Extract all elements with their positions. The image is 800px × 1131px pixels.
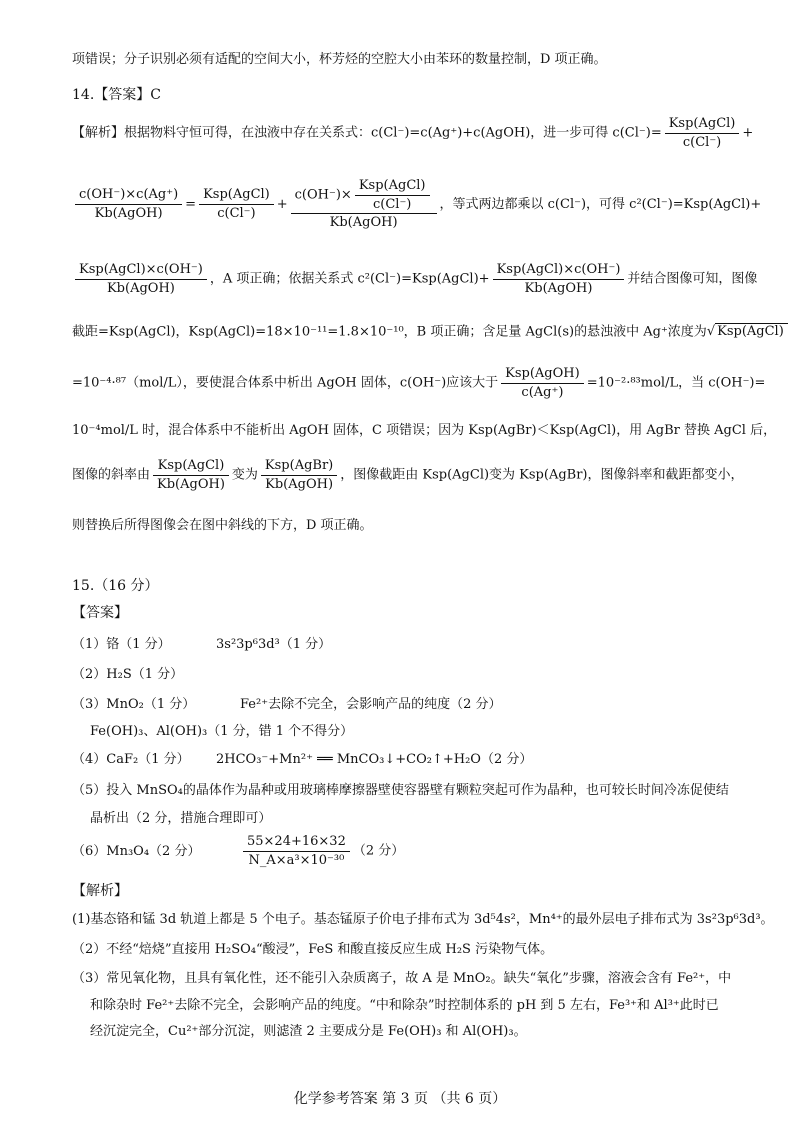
denominator: Kb(AgOH): [94, 205, 163, 221]
fraction-inner: [355, 178, 430, 212]
fraction-ksp-agcl-over-ccl: [665, 116, 740, 150]
square-root: [707, 324, 788, 340]
denominator: Kb(AgOH): [265, 476, 334, 492]
density-formula: [240, 834, 404, 868]
q14-answer: 14.【答案】C: [72, 87, 161, 103]
fraction-ksp-oh-over-kb: [75, 262, 207, 296]
fraction-ksp-agoh-over-cag: [501, 366, 584, 400]
q15-analysis-3-line-2: 和除杂时 Fe²⁺去除不完全，会影响产品的纯度。“中和除杂”时控制体系的 pH 到 5 左右，Fe³⁺和 Al³⁺此时已: [90, 998, 719, 1013]
text: =10⁻⁴·⁸⁷（mol/L），要使混合体系中析出 AgOH 固体，c(OH⁻)应该大于: [72, 375, 499, 391]
denominator: N_A×a³×10⁻³⁰: [248, 852, 345, 868]
denominator: Kb(AgOH): [157, 476, 225, 492]
text: 并结合图像可知，图像: [627, 271, 758, 287]
fraction-oh-ag-over-kb: [75, 187, 182, 221]
denominator: Kb(AgOH): [106, 280, 175, 296]
text: 【解析】根据物料守恒可得，在浊液中存在关系式：c(Cl⁻)=c(Ag⁺)+c(AgOH)，进一步可得 c(Cl⁻)=: [72, 125, 662, 141]
score: （2 分）: [352, 843, 405, 859]
denominator: c(Cl⁻): [217, 205, 256, 221]
equals-sign: =: [185, 196, 197, 212]
numerator: 55×24+16×32: [243, 834, 350, 852]
text-line: 项错误；分子识别必须有适配的空间大小，杯芳烃的空腔大小由苯环的数量控制，D 项正确。: [72, 52, 607, 67]
denominator: Kb(AgOH): [524, 280, 593, 296]
text: （1）铬（1 分）: [72, 637, 171, 652]
q14-analysis-line-7: [72, 458, 760, 492]
q15-answer-4: [72, 752, 760, 768]
fraction-nested: [291, 178, 437, 231]
page-footer: 化学参考答案 第 3 页 （共 6 页）: [293, 1091, 507, 1107]
q14-analysis-line-5: [72, 366, 766, 400]
q15-answer-2: （2）H₂S（1 分）: [72, 667, 184, 682]
numerator: Ksp(AgCl)×c(OH⁻): [75, 262, 207, 280]
fraction-ksp-agcl-over-ccl: [199, 187, 274, 221]
fraction-ksp-agbr-over-kb: [261, 458, 337, 492]
equation: 2HCO₃⁻+Mn²⁺ ══ MnCO₃↓+CO₂↑+H₂O（2 分）: [216, 752, 533, 767]
numerator: Ksp(AgCl)×c(OH⁻): [493, 262, 625, 280]
text: 变为: [231, 467, 258, 483]
text: ，图像截距由 Ksp(AgCl)变为 Ksp(AgBr)，图像斜率和截距都变小，: [340, 467, 744, 483]
text: 3s²3p⁶3d³（1 分）: [216, 637, 332, 652]
plus-sign: +: [276, 196, 288, 212]
q15-analysis-3-line-3: 经沉淀完全，Cu²⁺部分沉淀，则滤渣 2 主要成分是 Fe(OH)₃ 和 Al(OH)₃。: [90, 1024, 527, 1039]
q15-answer-1: [72, 637, 760, 653]
fraction-ksp-agcl-over-kb: [153, 458, 229, 492]
q14-analysis-line-4: [72, 324, 784, 340]
q14-analysis-line-3: [72, 262, 760, 296]
numerator: c(OH⁻)×c(Ag⁺): [75, 187, 182, 205]
numerator: [291, 178, 437, 214]
denominator: Kb(AgOH): [329, 215, 398, 231]
q15-answer-5-line-1: （5）投入 MnSO₄的晶体作为晶种或用玻璃棒摩擦器壁使容器壁有颗粒突起可作为晶种，也可较长时间冷冻促使结: [72, 783, 729, 798]
text: c(OH⁻)×: [294, 187, 352, 203]
text: （6）Mn₃O₄（2 分）: [72, 844, 201, 859]
q14-analysis-line-6: 10⁻⁴mol/L 时，混合体系中不能析出 AgOH 固体，C 项错误；因为 Ksp(AgBr)＜Ksp(AgCl)，用 AgBr 替换 AgCl 后，: [72, 423, 777, 438]
text: （3）MnO₂（1 分）: [72, 697, 196, 712]
text: ，A 项正确；依据关系式 c²(Cl⁻)=Ksp(AgCl)+: [209, 271, 490, 287]
q15-answer-5-line-2: 晶析出（2 分，措施合理即可）: [90, 811, 272, 826]
text: 图像的斜率由: [72, 467, 151, 483]
radicand: Ksp(AgCl): [715, 323, 788, 339]
numerator: Ksp(AgCl): [199, 187, 274, 205]
q14-analysis-line-2: [72, 178, 760, 231]
q15-analysis-1: (1)基态铬和锰 3d 轨道上都是 5 个电子。基态锰原子价电子排布式为 3d⁵4s²，Mn⁴⁺的最外层电子排布式为 3s²3p⁶3d³。: [72, 912, 774, 927]
denominator: c(Ag⁺): [521, 384, 564, 400]
q14-analysis-line-8: 则替换后所得图像会在图中斜线的下方，D 项正确。: [72, 518, 373, 533]
numerator: Ksp(AgCl): [153, 458, 229, 476]
text: （4）CaF₂（1 分）: [72, 752, 190, 767]
q15-analysis-3-line-1: （3）常见氧化物，且具有氧化性，还不能引入杂质离子，故 A 是 MnO₂。缺失“氧化”步骤，溶液会含有 Fe²⁺，中: [72, 971, 732, 986]
q15-answer-3-line-2: Fe(OH)₃、Al(OH)₃（1 分，错 1 个不得分）: [90, 724, 354, 739]
denominator: c(Cl⁻): [682, 134, 722, 150]
text: ，等式两边都乘以 c(Cl⁻)，可得 c²(Cl⁻)=Ksp(AgCl)+: [439, 196, 762, 212]
numerator: Ksp(AgCl): [355, 178, 430, 196]
q15-analysis-label: 【解析】: [72, 883, 128, 899]
text: 截距=Ksp(AgCl)，Ksp(AgCl)=18×10⁻¹¹=1.8×10⁻¹⁰，B 项正确；含足量 AgCl(s)的悬浊液中 Ag⁺浓度为: [72, 324, 707, 340]
text: =10⁻²·⁸³mol/L，当 c(OH⁻)=: [586, 375, 766, 391]
q15-header: 15.（16 分）: [72, 578, 159, 594]
radical-sign: √: [706, 324, 716, 339]
numerator: Ksp(AgBr): [261, 458, 337, 476]
text: Fe²⁺去除不完全，会影响产品的纯度（2 分）: [240, 697, 502, 712]
q14-analysis-line-1: [72, 116, 760, 150]
numerator: Ksp(AgCl): [665, 116, 740, 134]
q15-analysis-2: （2）不经“焙烧”直接用 H₂SO₄“酸浸”，FeS 和酸直接反应生成 H₂S 污染物气体。: [72, 942, 554, 957]
fraction-ksp-oh-over-kb: [493, 262, 625, 296]
q15-answer-3: [72, 697, 760, 713]
plus-sign: +: [742, 125, 754, 141]
q15-answer-label: 【答案】: [72, 605, 128, 621]
numerator: Ksp(AgOH): [501, 366, 584, 384]
fraction-density: [243, 834, 350, 868]
denominator: c(Cl⁻): [372, 196, 412, 212]
